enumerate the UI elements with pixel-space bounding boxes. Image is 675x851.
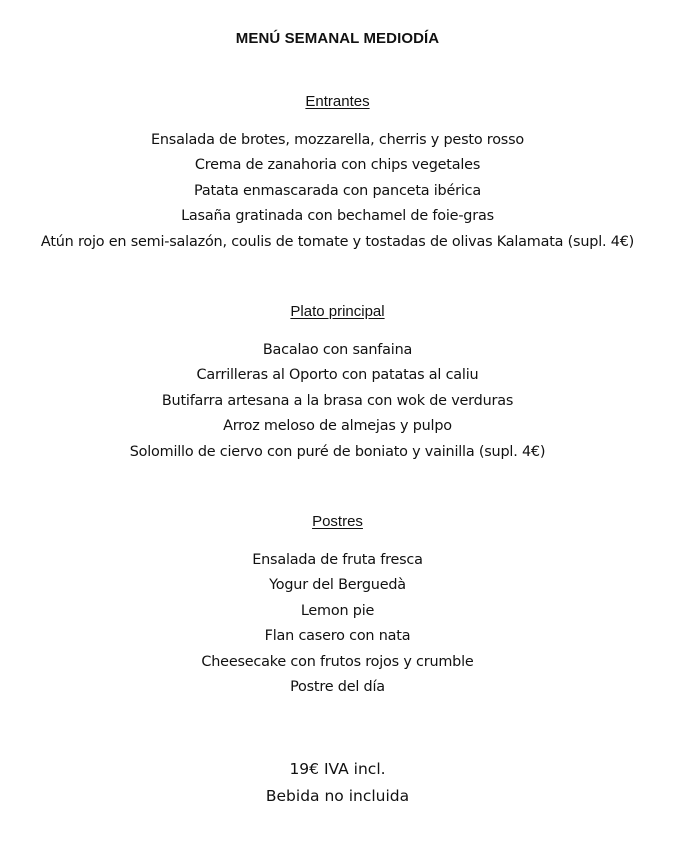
section-entrantes [0,92,675,255]
menu-item: Atún rojo en semi-salazón, coulis de tomate y tostadas de olivas Kalamata (supl. 4€) [40,233,635,250]
menu-item: Crema de zanahoria con chips vegetales [194,157,481,174]
menu-item: Solomillo de ciervo con puré de boniato y vainilla (supl. 4€) [129,443,546,460]
plato-principal-list [0,338,675,465]
menu-item: Bacalao con sanfaina [262,342,413,358]
entrantes-list [0,128,675,255]
menu-footer [0,756,675,810]
menu-item: Ensalada de fruta fresca [252,552,423,568]
menu-item: Cheesecake con frutos rojos y crumble [201,653,474,670]
menu-item: Patata enmascarada con panceta ibérica [194,182,481,199]
menu-item: Butifarra artesana a la brasa con wok de verduras [161,392,514,409]
menu-item: Flan casero con nata [264,628,411,645]
section-plato-principal [0,302,675,465]
menu-item: Arroz meloso de almejas y pulpo [223,418,452,435]
menu-title: MENÚ SEMANAL MEDIODÍA [235,30,440,47]
drink-note: Bebida no incluida [265,787,410,805]
section-heading-plato-principal: Plato principal [290,303,385,320]
menu-item: Yogur del Berguedà [269,577,406,594]
menu-item: Carrilleras al Oporto con patatas al caliu [196,367,479,384]
section-heading-postres: Postres [312,513,363,530]
price-text: 19€ IVA incl. [289,760,386,778]
menu-item: Ensalada de brotes, mozzarella, cherris y pesto rosso [150,132,525,148]
postres-list [0,548,675,700]
menu-item: Lasaña gratinada con bechamel de foie-gras [181,208,494,225]
menu-item: Postre del día [290,678,385,695]
menu-item: Lemon pie [300,602,375,619]
section-postres [0,512,675,700]
section-heading-entrantes: Entrantes [305,93,370,110]
